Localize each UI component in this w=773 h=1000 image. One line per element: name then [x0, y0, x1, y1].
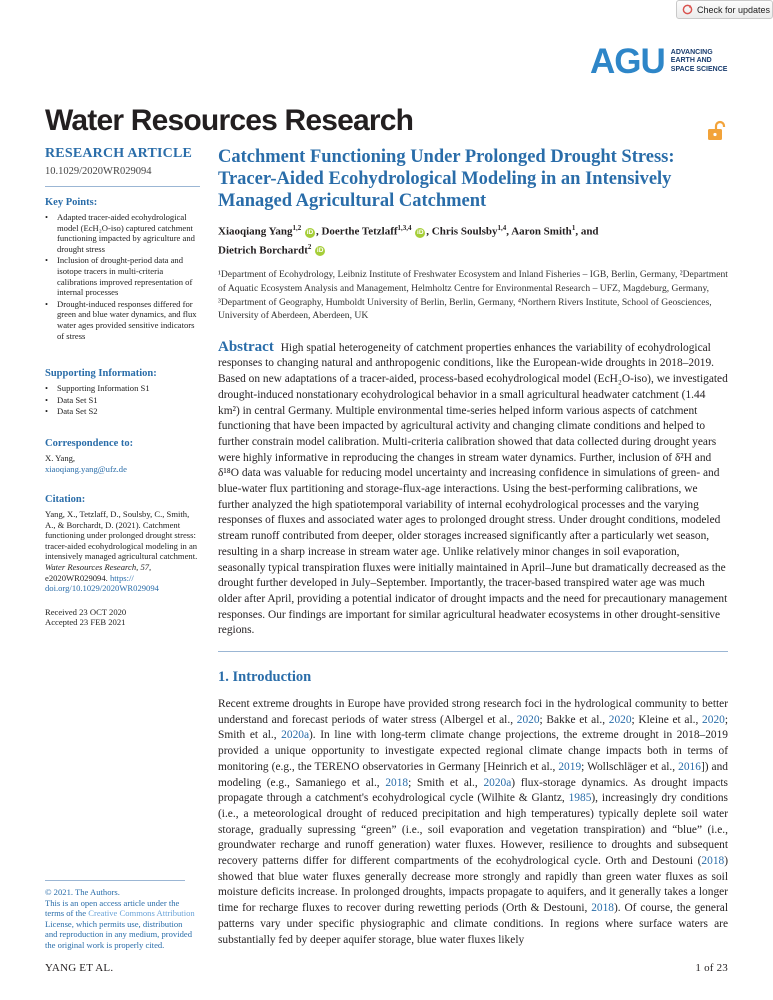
article-type: RESEARCH ARTICLE	[45, 146, 193, 161]
citation-year-link[interactable]: 2020a	[483, 776, 512, 789]
refresh-icon	[682, 4, 693, 15]
creative-commons-link[interactable]: Creative Commons Attribution	[88, 908, 195, 919]
citation-text	[45, 509, 200, 594]
journal-title: Water Resources Research	[45, 104, 414, 137]
footer-page-number: 1 of 23	[695, 962, 728, 974]
open-access-lock-icon	[706, 120, 728, 142]
body-text-segment: ; Smith et al.,	[408, 776, 484, 789]
supporting-item[interactable]: • Data Set S2	[45, 406, 200, 417]
key-point: • Inclusion of drought-period data and isotope tracers in multi-criteria calibrations improved representation of internal processes	[45, 255, 200, 297]
key-points-heading: Key Points:	[45, 197, 98, 208]
citation-year-link[interactable]: 2020	[516, 713, 540, 726]
citation-journal: Water Resources Research, 57,	[45, 562, 152, 573]
body-text-segment: ]) and modeling (e.g., Samaniego et al.,	[218, 760, 728, 789]
agu-tag-line: SPACE SCIENCE	[670, 65, 728, 73]
author-separator: ,	[315, 225, 322, 238]
body-text-segment: ). In line with long-term climate change projections, the extreme drought in 2018–2019 provided a unique opportunity to investigate expected regional climate change impacts both in terms of monitoring (e.g., the TERENO observatories in Germany [Heinrich et al.,	[218, 729, 728, 773]
agu-tag-line: ADVANCING	[670, 48, 713, 56]
author-list	[218, 221, 728, 258]
page-footer	[45, 962, 728, 974]
author-name: Dietrich Borchardt	[218, 244, 308, 257]
body-text-segment: ; Smith et al.,	[218, 713, 728, 742]
article-title: Catchment Functioning Under Prolonged Drought Stress: Tracer-Aided Ecohydrological Modeling in an Intensively Managed Agricultural Catchment	[218, 147, 675, 211]
correspondence-email-link[interactable]: xiaoqiang.yang@ufz.de	[45, 463, 127, 474]
citation-year-link[interactable]: 1985	[568, 792, 592, 805]
body-text-segment: ; Bakke et al.,	[539, 713, 609, 726]
supporting-item[interactable]: • Data Set S1	[45, 395, 200, 406]
supporting-item[interactable]: • Supporting Information S1	[45, 383, 200, 394]
divider	[218, 651, 728, 652]
correspondence-heading: Correspondence to:	[45, 437, 134, 449]
author-name: Xiaoqiang Yang	[218, 225, 293, 238]
citation-year-link[interactable]: 2018	[591, 902, 614, 915]
key-point: • Drought-induced responses differed for green and blue water dynamics, and flux water ages provided sensitive indicators of stress	[45, 299, 200, 341]
citation-year-link[interactable]: 2018	[701, 855, 725, 868]
introduction-paragraph	[218, 697, 728, 948]
body-text-segment: ), increasingly dry conditions (i.e., a meteorological drought of reduced precipitation and high temperatures) typically deplete soil water storage, gradually supressing “green” (i.e., soil evaporation and vegetation transpiration) and “blue” (i.e., groundwater recharge and runoff generation) water fluxes. However, resilience to droughts and subsequent recovery patterns differ for different compartments of the ecohydrological cycle. Orth and Destouni (	[218, 792, 728, 868]
copyright-notice: © 2021. The Authors.	[45, 887, 120, 897]
orcid-icon[interactable]: iD	[417, 228, 424, 236]
agu-logo-tagline	[671, 49, 728, 75]
abstract-heading: Abstract	[218, 338, 274, 355]
citation-year-link[interactable]: 2018	[385, 776, 409, 789]
correspondence-name: X. Yang,	[45, 452, 76, 463]
divider	[45, 880, 185, 881]
author-name: Chris Soulsby	[431, 225, 498, 238]
check-for-updates-label: Check for updates	[697, 4, 771, 15]
body-text-segment: ) flux-storage dynamics. As drought impacts propagate through a catchment's ecohydrological cycle (Wilhite & Glantz,	[218, 776, 728, 805]
license-text-before: This is an open access article under the terms of the	[45, 897, 180, 919]
citation-doi-link[interactable]: doi.org/10.1029/2020WR029094	[45, 583, 159, 594]
supporting-information-heading: Supporting Information:	[45, 368, 157, 380]
citation-year-link[interactable]: 2016	[678, 760, 701, 773]
author-affiliation-marker: 1,4	[497, 224, 507, 232]
citation-body: Yang, X., Tetzlaff, D., Soulsby, C., Smith, A., & Borchardt, D. (2021). Catchment functioning under prolonged drought stress: tracer-aided ecohydrological modeling in an intensively managed agricultural catchment.	[45, 509, 198, 562]
author-name: Doerthe Tetzlaff	[321, 225, 398, 238]
author-separator: , and	[575, 225, 599, 238]
citation-heading: Citation:	[45, 494, 86, 506]
body-text-segment: ; Wollschläger et al.,	[581, 760, 679, 773]
section-heading-introduction: 1. Introduction	[218, 669, 312, 686]
license-block	[45, 880, 195, 951]
author-separator: ,	[426, 225, 432, 238]
abstract	[218, 340, 728, 639]
license-text-after: License, which permits use, distribution and reproduction in any medium, provided the original work is properly cited.	[45, 918, 193, 950]
agu-logo-mark: AGU	[590, 42, 665, 81]
check-for-updates-button[interactable]	[676, 0, 773, 19]
article-doi: 10.1029/2020WR029094	[45, 166, 152, 177]
citation-id: e2020WR029094.	[45, 572, 108, 583]
abstract-text: High spatial heterogeneity of catchment properties enhances the variability of ecohydrological responses to changing natural and anthropogenic conditions, like the European-wide droughts in 2018–2019. Based on new adaptations of a tracer-aided, process-based ecohydrological model (EcH₂O-iso), we investigated drought-induced nonstationary ecohydrological behavior in a small agricultural headwater catchment (1.44 km²) in central Germany. Multiple environmental time-series helped inform various aspects of catchment functioning that have been impacted by agricultural activity and changing climate conditions and helped to further constrain model calibration. Multi-criteria calibration showed that data collected during drought years were highly informative in reproducing the changes in stream water dynamics. Further, inclusion of δ²H and δ¹⁸O data was valuable for reducing model uncertainty and increasing confidence in simulations of green- and blue-water flux partitioning and storage-flux-age interactions. Using the best-performing calibrations, we further analyzed the high spatiotemporal variability of internal ecohydrological processes and the varying responses of fluxes and associated water ages to prolonged drought stress. Under drought conditions, modeled stream runoff contributed from deeper, older storages increased significantly after a particularly wet season, resulting in a sharp increase in stream water age. Unlike relatively minor changes in soil evaporation, seasonally typical transpiration fluxes were initially maintained in April–June but dramatically decreased as the drought further developed in July–September. Importantly, the tracer-based transpired water age was much older after April, providing a potential indicator of drought impacts and the need for precautionary management responses. Our findings are important for similar agricultural headwater ecosystems in other drought-sensitive regions.	[218, 341, 728, 637]
citation-year-link[interactable]: 2020	[608, 713, 632, 726]
accepted-date: Accepted 23 FEB 2021	[45, 617, 126, 628]
affiliations: ¹Department of Ecohydrology, Leibniz Institute of Freshwater Ecosystem and Inland Fisheries – IGB, Berlin, Germany, ²Department of Aquatic Ecosystem Analysis and Management, Helmholtz Centre for Environmental Research – UFZ, Magdeburg, Germany, ³Department of Geography, Humboldt University of Berlin, Berlin, Germany, ⁴Northern Rivers Institute, School of Geosciences, University of Aberdeen, Aberdeen, UK	[218, 269, 728, 322]
orcid-icon[interactable]: iD	[316, 247, 324, 255]
citation-year-link[interactable]: 2020a	[281, 729, 310, 742]
body-text-segment: ; Kleine et al.,	[631, 713, 703, 726]
supporting-information-list	[45, 383, 200, 417]
body-text-segment: ). Of course, the general patterns vary under specific physiographic and climate conditions. In regions where surface waters are substantially fed by deeper aquifer storage, blue water fluxes likely	[218, 902, 728, 946]
key-points-list	[45, 212, 200, 341]
author-affiliation-marker: 1,2	[292, 224, 302, 232]
body-text-segment: Recent extreme droughts in Europe have provided strong research foci in the hydrological community to better understand and forecast periods of water stress (Albergel et al.,	[218, 698, 728, 726]
footer-running-head: YANG ET AL.	[45, 962, 114, 974]
citation-doi-link[interactable]: https://	[109, 572, 134, 583]
sidebar	[45, 146, 200, 628]
body-text-segment: ) showed that blue water fluxes generally decrease more strongly and rapidly than green water fluxes as soil moisture deficits increase. In prolonged droughts, impacts propagate to aquifers, and it generally takes a longer time for recharge fluxes to recover during rewetting periods (Orth & Destouni,	[218, 855, 728, 915]
agu-tag-line: EARTH AND	[670, 57, 712, 65]
received-date: Received 23 OCT 2020	[45, 606, 127, 617]
license-text	[45, 898, 195, 951]
author-name: Aaron Smith	[511, 225, 572, 238]
author-affiliation-marker: 1,3,4	[397, 224, 412, 232]
author-separator: ,	[506, 225, 512, 238]
author-affiliation-marker: 1	[571, 224, 576, 232]
article-main	[218, 146, 728, 948]
author-affiliation-marker: 2	[307, 242, 312, 251]
citation-year-link[interactable]: 2020	[702, 713, 725, 726]
orcid-icon[interactable]: iD	[306, 228, 314, 236]
citation-year-link[interactable]: 2019	[558, 760, 582, 773]
key-point: • Adapted tracer-aided ecohydrological model (EcH₂O-iso) captured catchment functioning impacted by agriculture and drought stress	[45, 212, 200, 254]
agu-logo	[590, 44, 727, 79]
divider	[45, 186, 200, 187]
